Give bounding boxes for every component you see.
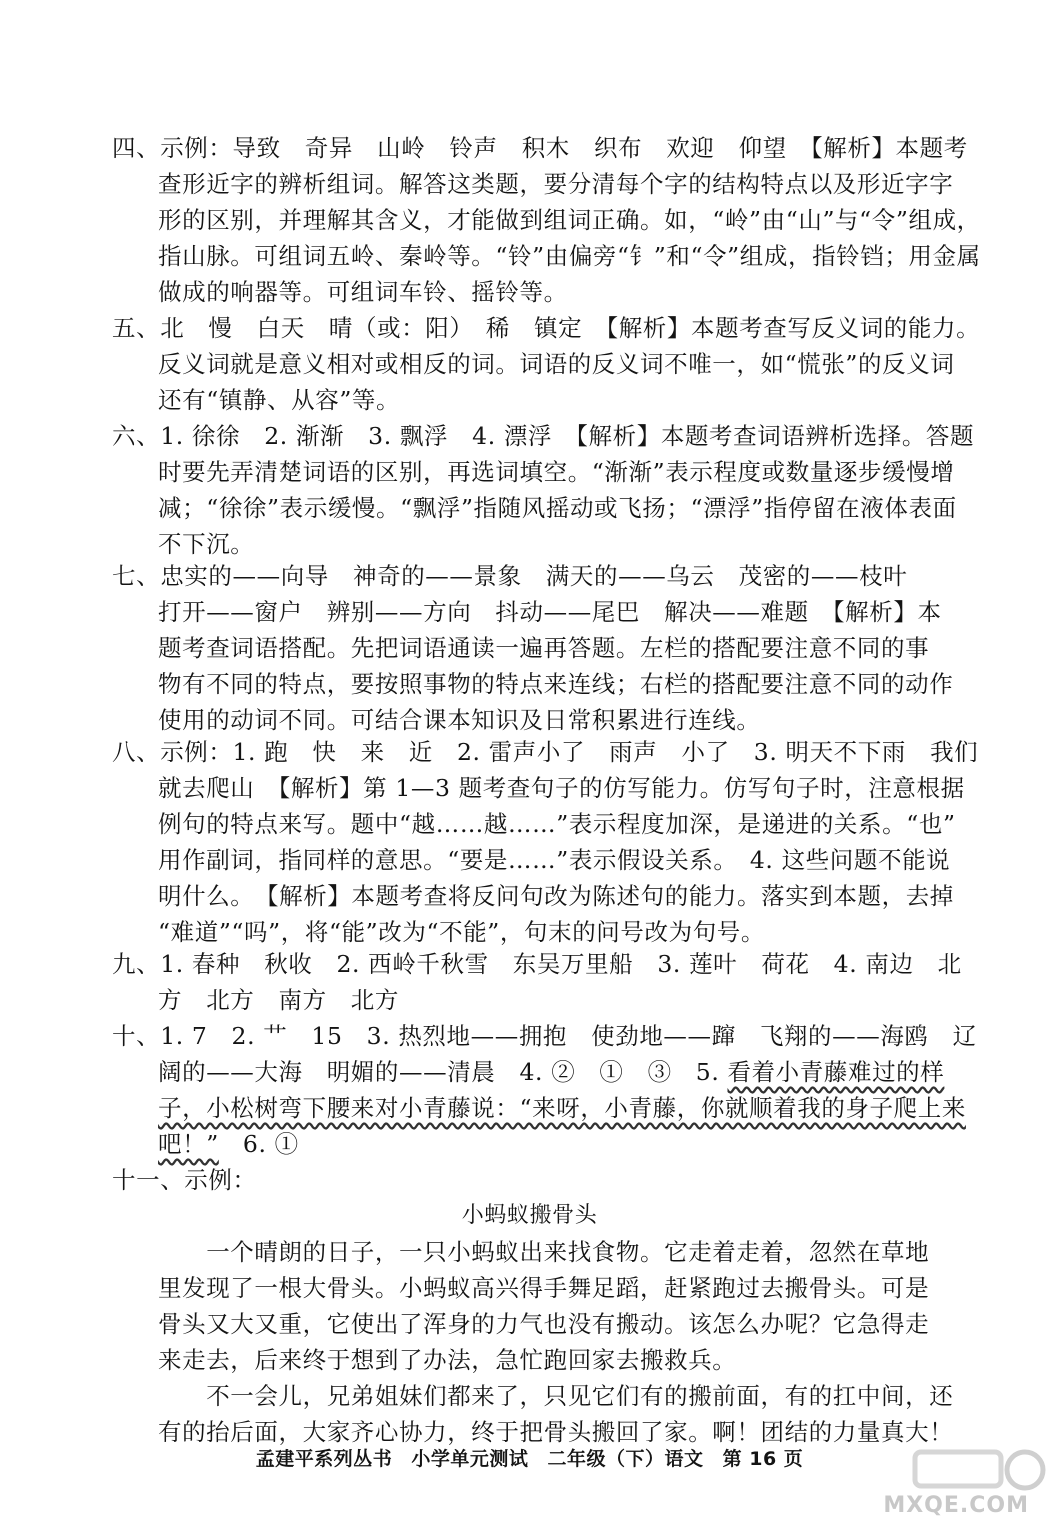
section-5-cont [158,382,1059,418]
section-4-line-3: 形的区别，并理解其含义，才能做到组词正确。如，“岭”由“山”与“令”组成， [158,206,981,234]
essay-title [0,1198,1059,1234]
section-6-cont [158,526,1059,562]
essay-paragraph [158,1306,1059,1342]
section-8-line-4: 用作副词，指同样的意思。“要是……”表示假设关系。 4. 这些问题不能说 [158,846,951,874]
watermark-text: MXQE.COM [883,1493,1029,1518]
section-10-line-2 [158,1054,1059,1090]
section-10 [112,1018,1059,1054]
footer-grade-subject: 二年级（下）语文 [547,1448,704,1470]
essay-line-3: 骨头又大又重，它使出了浑身的力气也没有搬动。该怎么办呢？它急得走 [158,1310,930,1338]
section-7-line-2: 打开——窗户 辨别——方向 抖动——尾巴 解决——难题 【解析】本 [158,598,942,626]
section-9-line-2: 方 北方 南方 北方 [158,986,399,1014]
section-8 [112,734,1059,770]
section-8-line-3: 例句的特点来写。题中“越……越……”表示程度加深，是递进的关系。“也” [158,810,956,838]
section-8-cont [158,914,1059,950]
section-10-cont [158,1126,1059,1162]
section-5 [112,310,1059,346]
section-10-line-3: 子，小松树弯下腰来对小青藤说：“来呀，小青藤，你就顺着我的身子爬上来 [158,1094,966,1122]
section-4-cont [158,238,1059,274]
section-8-line-5: 明什么。 【解析】本题考查将反问句改为陈述句的能力。落实到本题，去掉 [158,882,954,910]
section-10-line-4-wavy: 吧！” [158,1130,219,1158]
section-6-cont [158,490,1059,526]
section-5-line-2: 反义词就是意义相对或相反的词。词语的反义词不唯一，如“慌张”的反义词 [158,350,955,378]
section-8-cont [158,770,1059,806]
section-10-underlined-answer: 看着小青藤难过的样 [727,1058,945,1086]
section-4-line-2: 查形近字的辨析组词。解答这类题，要分清每个字的结构特点以及形近字字 [158,170,954,198]
essay-title-text: 小蚂蚁搬骨头 [461,1203,598,1228]
section-9 [112,946,1059,982]
section-4-cont [158,166,1059,202]
section-8-cont [158,806,1059,842]
section-10-cont [158,1054,1059,1090]
section-8-cont [158,842,1059,878]
section-5-line-1: 五、北 慢 白天 晴（或：阳） 稀 镇定 【解析】本题考查写反义词的能力。 [112,314,981,342]
section-7-cont [158,702,1059,738]
essay-line-1: 一个晴朗的日子，一只小蚂蚁出来找食物。它走着走着，忽然在草地 [158,1238,930,1266]
footer-book: 小学单元测试 [411,1448,529,1470]
section-7-cont [158,594,1059,630]
section-6-line-1: 六、1. 徐徐 2. 渐渐 3. 飘浮 4. 漂浮 【解析】本题考查词语辨析选择。答题 [112,422,975,450]
section-10-line-4-plain: 6. ① [218,1130,299,1158]
footer-series: 孟建平系列丛书 [255,1448,393,1470]
section-4-line-1: 四、示例：导致 奇异 山岭 铃声 积木 织布 欢迎 仰望 【解析】本题考 [112,134,968,162]
section-7-line-4: 物有不同的特点，要按照事物的特点来连线；右栏的搭配要注意不同的动作 [158,670,954,698]
section-11-head: 十一、示例： [112,1166,257,1194]
section-11 [112,1162,1059,1198]
section-8-line-1: 八、示例：1. 跑 快 来 近 2. 雷声小了 雨声 小了 3. 明天不下雨 我们 [112,738,979,766]
section-6-line-3: 减；“徐徐”表示缓慢。“飘浮”指随风摇动或飞扬；“漂浮”指停留在液体表面 [158,494,957,522]
essay-line-6: 有的抬后面，大家齐心协力，终于把骨头搬回了家。啊！团结的力量真大！ [158,1418,954,1446]
section-8-line-6: “难道”“吗”，将“能”改为“不能”，句末的问号改为句号。 [158,918,766,946]
section-7-line-5: 使用的动词不同。可结合课本知识及日常积累进行连线。 [158,706,761,734]
section-5-line-3: 还有“镇静、从容”等。 [158,386,401,414]
section-6 [112,418,1059,454]
section-8-cont [158,878,1059,914]
section-10-line-1: 十、1. 7 2. 艹 15 3. 热烈地——拥抱 使劲地——蹿 飞翔的——海鸥 辽 [112,1022,977,1050]
section-9-line-1: 九、1. 春种 秋收 2. 西岭千秋雪 东吴万里船 3. 莲叶 荷花 4. 南边 北 [112,950,962,978]
section-10-line-2-plain: 阔的——大海 明媚的——清晨 4. ② ① ③ 5. [158,1058,728,1086]
essay-line-2: 里发现了一根大骨头。小蚂蚁高兴得手舞足蹈，赶紧跑过去搬骨头。可是 [158,1274,930,1302]
section-7 [112,558,1059,594]
essay-line-4: 来走去，后来终于想到了办法，急忙跑回家去搬救兵。 [158,1346,737,1374]
watermark-logo [883,1442,1047,1528]
section-6-cont [158,454,1059,490]
section-7-cont [158,666,1059,702]
section-10-line-4 [158,1126,1059,1162]
essay-paragraph [158,1234,1059,1270]
section-4-cont [158,202,1059,238]
section-4 [112,130,1059,166]
section-8-line-2: 就去爬山 【解析】第 1—3 题考查句子的仿写能力。仿写句子时，注意根据 [158,774,965,802]
section-10-cont [158,1090,1059,1126]
section-4-line-4: 指山脉。可组词五岭、秦岭等。“铃”由偏旁“钅”和“令”组成，指铃铛；用金属 [158,242,981,270]
section-6-line-2: 时要先弄清楚词语的区别，再选词填空。“渐渐”表示程度或数量逐步缓慢增 [158,458,955,486]
section-7-line-1: 七、忠实的——向导 神奇的——景象 满天的——乌云 茂密的——枝叶 [112,562,908,590]
section-4-cont [158,274,1059,310]
section-4-line-5: 做成的响器等。可组词车铃、摇铃等。 [158,278,568,306]
essay-paragraph [158,1378,1059,1414]
essay-paragraph [158,1270,1059,1306]
section-6-line-4: 不下沉。 [158,530,255,558]
section-5-cont [158,346,1059,382]
section-7-cont [158,630,1059,666]
essay-paragraph [158,1342,1059,1378]
section-9-cont [158,982,1059,1018]
footer-page-number: 第 16 页 [722,1448,804,1470]
section-7-line-3: 题考查词语搭配。先把词语通读一遍再答题。左栏的搭配要注意不同的事 [158,634,930,662]
essay-line-5: 不一会儿，兄弟姐妹们都来了，只见它们有的搬前面，有的扛中间，还 [158,1382,954,1410]
